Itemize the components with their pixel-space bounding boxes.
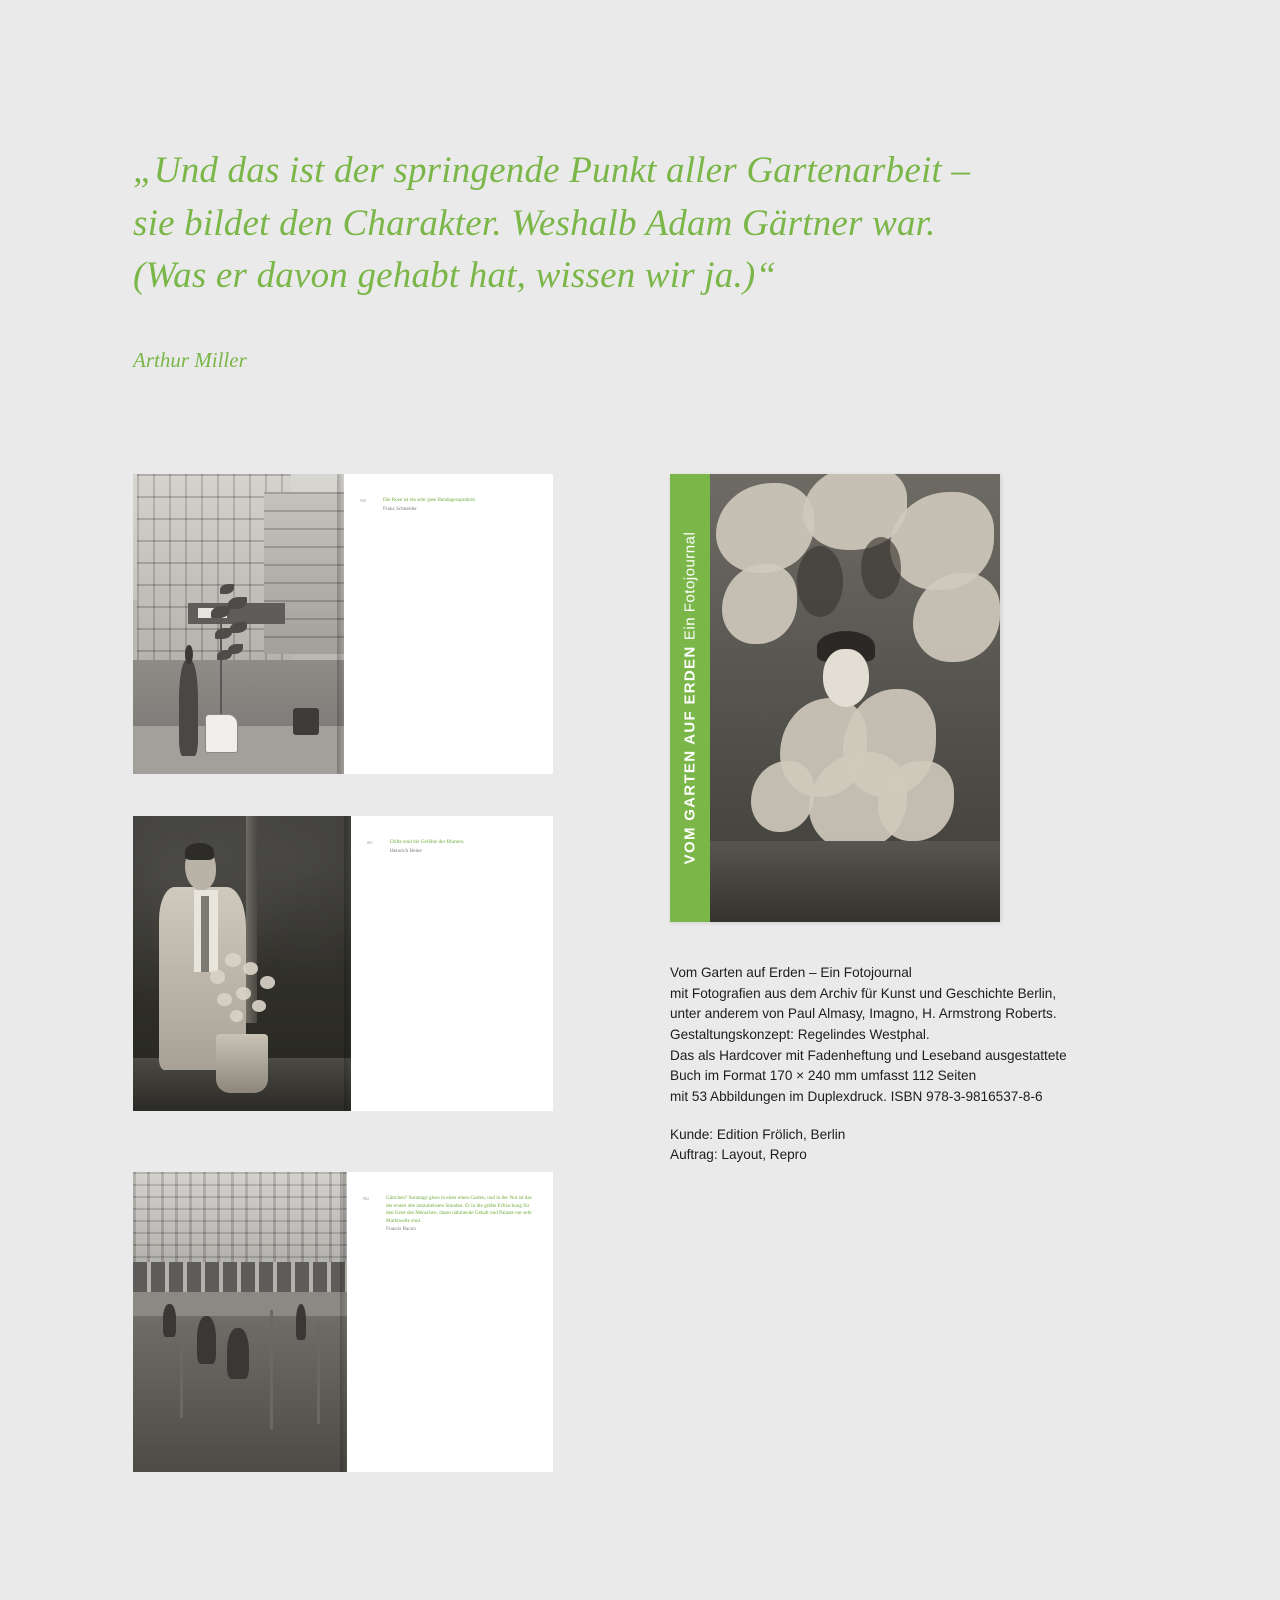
colophon-line-3: unter anderem von Paul Almasy, Imagno, H. Armstrong Roberts. [670,1006,1057,1022]
book-cover [670,474,1000,922]
page-caption-source: Heinrich Heine [390,847,422,854]
cover-spine [670,474,710,922]
colophon-line-4: Gestaltungskonzept: Regelindes Westphal. [670,1026,930,1042]
spread-right-page [344,474,553,774]
page-caption-source: Franz Schneider [383,505,417,512]
cover-spine-title: VOM GARTEN AUF ERDEN [681,645,699,865]
page-caption-text: Gärtchen? Sonntags gloss in einer einen Garten, und in der Not ist das der ersten alte umzuliebsten Stunden. Er in die gräfte Erfrischung für den Geist des Menschen, dasen nähmende Gehalt und Palaste nur sehr Marktwelle sind. [386,1195,532,1224]
photo-people-planting-trees [133,1172,347,1472]
page-caption [386,1195,536,1234]
colophon-text [670,963,1190,1166]
page-caption-text: Düfte sind die Gefühle der Blumen. [390,839,465,845]
quote-line-3: (Was er davon gehabt hat, wissen wir ja.)“ [133,255,777,297]
page-caption-text: Die Rose ist ein sehr gute Bandagesupraleid. [383,497,476,503]
spread-left-page [133,816,351,1111]
spread-right-page [351,816,553,1111]
photo-man-holding-potted-plant [133,816,351,1111]
quote-line-2: sie bildet den Charakter. Weshalb Adam Gärtner war. [133,202,936,244]
spread-right-page [347,1172,553,1472]
quote-line-1: „Und das ist der springende Punkt aller Gartenarbeit – [133,150,971,191]
colophon-spacer [670,1108,1190,1125]
page-folio: 030 [360,498,366,503]
spread-left-page [133,1172,347,1472]
quote-author: Arthur Miller [133,347,247,372]
colophon-line-6: Buch im Format 170 × 240 mm umfasst 112 Seiten [670,1068,977,1084]
spread-left-page [133,474,344,774]
cover-photo-girl-in-cabbage [710,474,1000,922]
colophon-client: Kunde: Edition Frölich, Berlin [670,1126,846,1142]
colophon-line-1: Vom Garten auf Erden – Ein Fotojournal [670,965,912,980]
plant-foliage [205,934,283,1040]
page-folio: 061 [367,840,373,845]
quote-block [133,145,1173,373]
colophon-line-2: mit Fotografien aus dem Archiv für Kunst und Geschichte Berlin, [670,985,1057,1001]
book-spread-city-planting [133,1172,553,1472]
colophon-line-7: mit 53 Abbildungen im Duplexdruck. ISBN 978-3-9816537-8-6 [670,1088,1043,1104]
colophon-line-5: Das als Hardcover mit Fadenheftung und Leseband ausgestattete [670,1047,1067,1063]
photo-street-with-tree-cart [133,474,344,774]
book-spread-street-tree [133,474,553,774]
cover-spine-text [682,532,699,865]
cover-spine-subtitle: Ein Fotojournal [681,531,699,641]
page-caption [390,839,540,855]
girl-face [823,649,869,707]
colophon-job: Auftrag: Layout, Repro [670,1147,807,1163]
page-folio: 082 [363,1196,369,1201]
page-caption [383,497,533,513]
book-spread-man-plant [133,816,553,1111]
page-caption-source: Francis Bacon [386,1226,416,1233]
